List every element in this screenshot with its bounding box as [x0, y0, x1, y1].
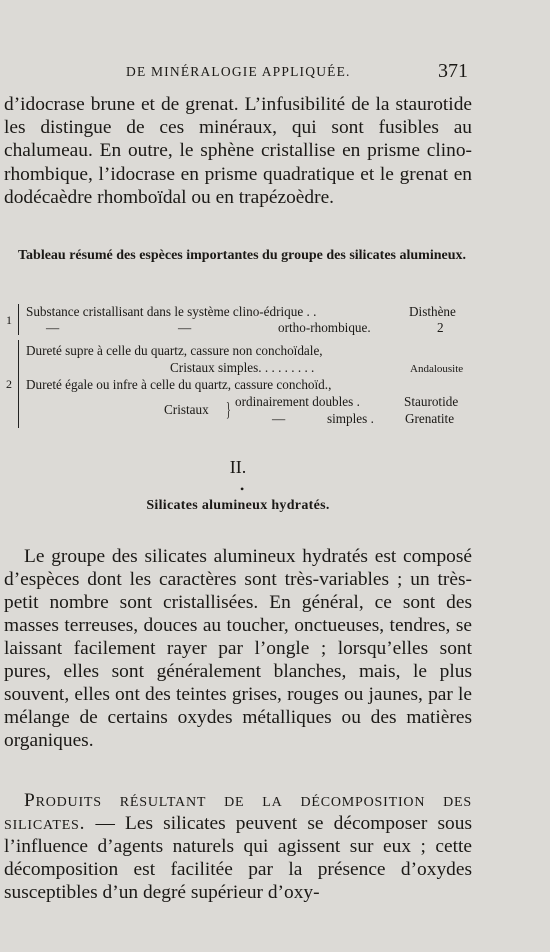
row-text: simples . [327, 411, 374, 426]
running-title: DE MINÉRALOGIE APPLIQUÉE. [126, 64, 351, 79]
row-text: Cristaux simples. . . . . . . . . [170, 360, 315, 375]
row-label: Cristaux [164, 402, 209, 417]
section-dot: • [240, 482, 245, 496]
row-result: Staurotide [404, 394, 459, 409]
paragraph-3 [4, 789, 472, 904]
brace-icon: } [226, 399, 231, 421]
table-title: Tableau résumé des espèces importantes du groupe des silicates alumineux. [17, 248, 466, 263]
page-number: 371 [438, 60, 468, 82]
section-number: II. [229, 457, 247, 477]
row-text: ortho-rhombique. [278, 320, 371, 335]
group-number: 2 [6, 377, 12, 391]
group-2-brace [18, 340, 19, 428]
section-title: Silicates alumineux hydratés. [146, 498, 330, 513]
page-header [0, 60, 550, 86]
paragraph-body: — Les silicates peuvent se décomposer sous l’influence d’agents naturels qui agissent sur eux ; cette décomposition est facilitée par la présence d’oxydes susceptibles d’un degré supérieur d’oxy- [4, 813, 472, 903]
row-result: Disthène [409, 304, 456, 319]
row-text: Dureté égale ou infre à celle du quartz, cassure conchoïd., [26, 377, 332, 392]
paragraph-1: d’idocrase brune et de grenat. L’infusibilité de la staurotide les distingue de ces minéraux, qui sont fusibles au chalumeau. En outre, le sphène cristallise en prisme clino-rhombique, l’idocrase en prisme quadratique et le grenat en dodécaèdre rhomboïdal ou en trapézoèdre. [4, 94, 472, 208]
paragraph-lead: Produits résultant de la décomposition des silicates. [4, 790, 472, 834]
row-result: Grenatite [405, 411, 455, 426]
ditto-mark: — [178, 320, 192, 335]
group-1-brace [18, 304, 19, 335]
row-text: ordinairement doubles . [235, 394, 360, 409]
row-text: Substance cristallisant dans le système clino-édrique . . [26, 304, 317, 319]
row-text: Dureté supre à celle du quartz, cassure non conchoïdale, [26, 343, 323, 358]
ditto-mark: — [46, 320, 60, 335]
ditto-mark: — [272, 411, 286, 426]
row-result: Andalousite [410, 363, 464, 375]
paragraph-2: Le groupe des silicates alumineux hydratés est composé d’espèces dont les caractères sont très-variables ; un très-petit nombre sont cristallisées. En général, ce sont des masses terreuses, douces au toucher, onctueuses, tendres, se laissant facilement rayer par l’ongle ; lorsqu’elles sont pures, elles sont généralement blanches, mais, le plus souvent, elles ont des teintes grises, rouges ou jaunes, par le mélange de certains oxydes métalliques ou des matières organiques. [4, 546, 472, 751]
row-result: 2 [437, 320, 444, 335]
group-number: 1 [6, 313, 12, 327]
